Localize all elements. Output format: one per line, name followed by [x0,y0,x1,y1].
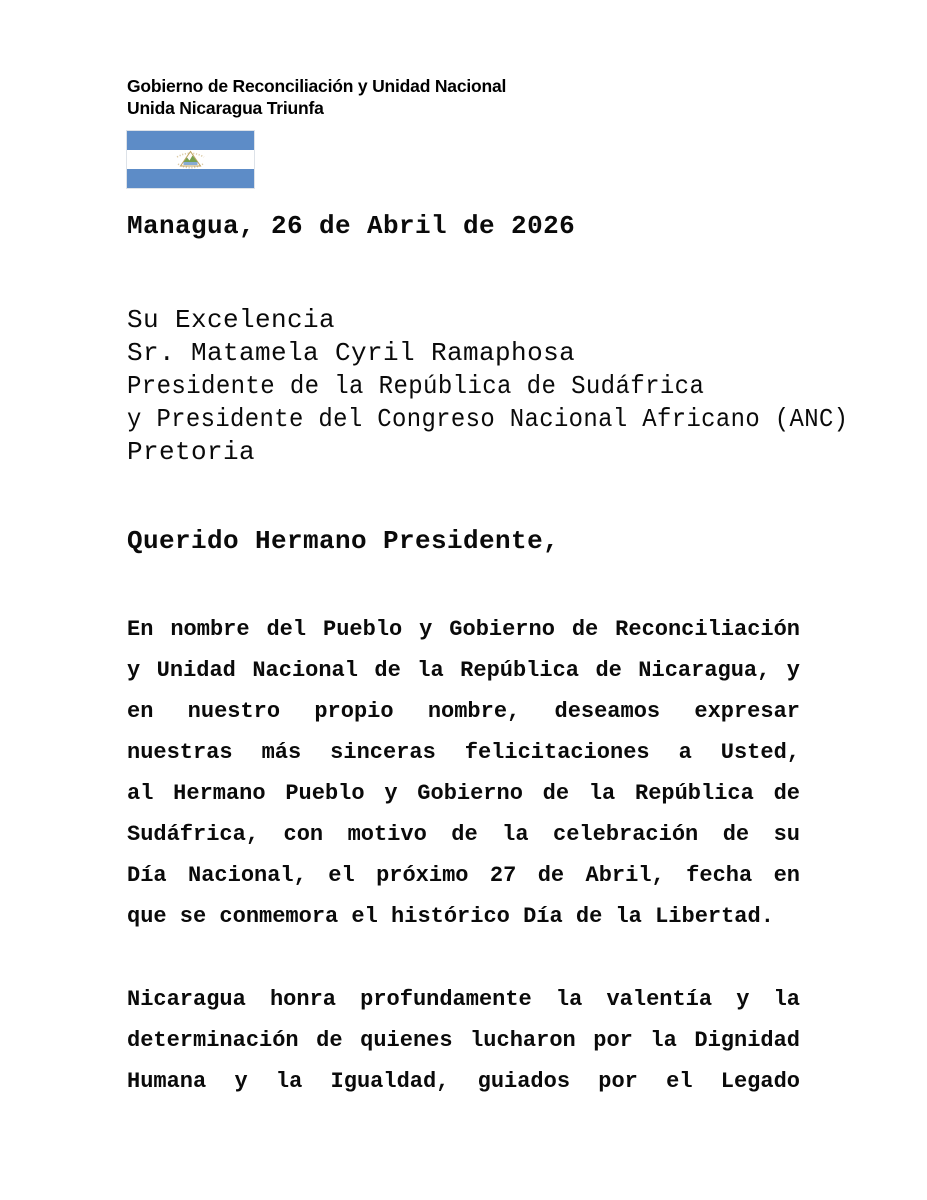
body-paragraph-2 [127,979,800,1102]
paragraph2-line-3: Humana y la Igualdad, guiados por el Legado [127,1069,800,1094]
letterhead-line-1: Gobierno de Reconciliación y Unidad Nacional [127,76,507,96]
recipient-block [127,304,849,469]
paragraph1-line-8: que se conmemora el histórico Día de la Libertad. [127,904,774,929]
paragraph1-line-7: Día Nacional, el próximo 27 de Abril, fecha en [127,863,800,888]
paragraph1-line-3: en nuestro propio nombre, deseamos expresar [127,699,800,724]
body-paragraph-1 [127,609,800,937]
recipient-line-2: Sr. Matamela Cyril Ramaphosa [127,338,576,368]
recipient-line-1: Su Excelencia [127,305,336,335]
salutation: Querido Hermano Presidente, [127,526,560,556]
recipient-line-5: Pretoria [127,437,256,467]
recipient-line-3: Presidente de la República de Sudáfrica [127,371,705,401]
paragraph1-line-4: nuestras más sinceras felicitaciones a Usted, [127,740,800,765]
nicaragua-flag-icon [127,131,254,188]
paragraph1-line-2: y Unidad Nacional de la República de Nicaragua, y [127,658,800,683]
paragraph2-line-1: Nicaragua honra profundamente la valentía y la [127,987,800,1012]
date-line: Managua, 26 de Abril de 2026 [127,211,576,241]
paragraph1-line-1: En nombre del Pueblo y Gobierno de Reconciliación [127,617,800,642]
paragraph1-line-6: Sudáfrica, con motivo de la celebración de su [127,822,800,847]
letterhead [127,75,800,119]
recipient-line-4: y Presidente del Congreso Nacional Africano (ANC) [127,404,849,434]
letterhead-line-2: Unida Nicaragua Triunfa [127,98,324,118]
paragraph2-line-2: determinación de quienes lucharon por la Dignidad [127,1028,800,1053]
paragraph1-line-5: al Hermano Pueblo y Gobierno de la República de [127,781,800,806]
